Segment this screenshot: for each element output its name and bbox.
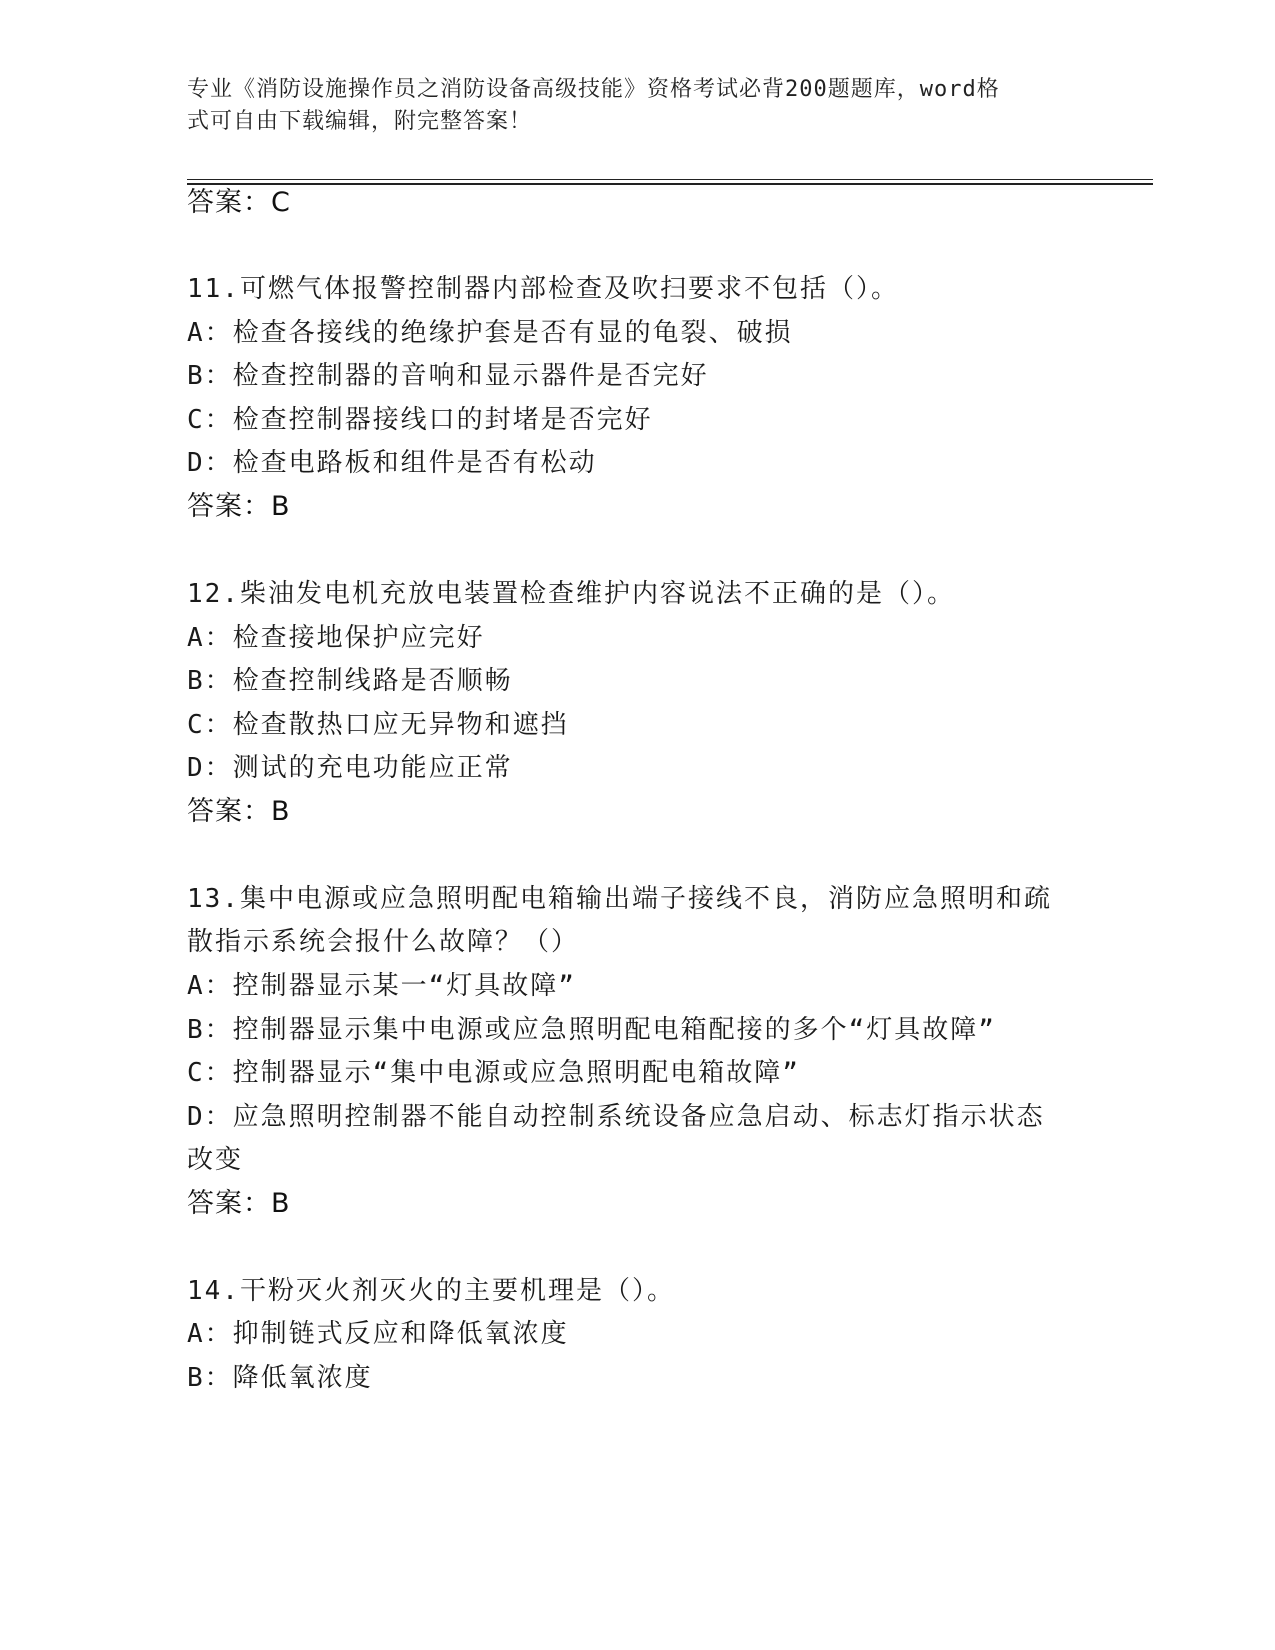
question-12-option-c: C：检查散热口应无异物和遮挡 [187,710,569,740]
question-13-option-c: C：控制器显示“集中电源或应急照明配电箱故障” [187,1058,800,1088]
header-line-2: 式可自由下载编辑，附完整答案！ [187,109,533,134]
question-13-line-2: 散指示系统会报什么故障？（） [187,927,580,957]
question-12-option-b: B：检查控制线路是否顺畅 [187,666,513,696]
document-header [187,74,1067,138]
question-13-option-a: A：控制器显示某一“灯具故障” [187,971,576,1001]
question-13-line-1: 13.集中电源或应急照明配电箱输出端子接线不良，消防应急照明和疏 [187,884,1052,914]
question-14-option-b: B：降低氧浓度 [187,1363,373,1393]
question-12-option-d: D：测试的充电功能应正常 [187,753,513,783]
question-11-option-a: A：检查各接线的绝缘护套是否有显的龟裂、破损 [187,318,793,348]
header-divider-thick [187,183,1153,185]
question-11-option-b: B：检查控制器的音响和显示器件是否完好 [187,361,709,391]
question-12-option-a: A：检查接地保护应完好 [187,623,485,653]
question-12-answer: 答案：B [187,796,291,827]
question-14: 14.干粉灭火剂灭火的主要机理是（）。 [187,1276,675,1306]
question-13-answer: 答案：B [187,1188,291,1219]
question-14-option-a: A：抑制链式反应和降低氧浓度 [187,1319,569,1349]
question-13-option-d-line-2: 改变 [187,1145,244,1175]
header-line-1: 专业《消防设施操作员之消防设备高级技能》资格考试必背200题题库，word格 [187,77,1000,102]
question-13-option-b: B：控制器显示集中电源或应急照明配电箱配接的多个“灯具故障” [187,1015,996,1045]
question-11-answer: 答案：B [187,491,291,522]
question-11-option-d: D：检查电路板和组件是否有松动 [187,448,597,478]
question-11: 11.可燃气体报警控制器内部检查及吹扫要求不包括（）。 [187,274,899,304]
question-12: 12.柴油发电机充放电装置检查维护内容说法不正确的是（）。 [187,579,955,609]
question-13-option-d-line-1: D：应急照明控制器不能自动控制系统设备应急启动、标志灯指示状态 [187,1102,1045,1132]
question-11-option-c: C：检查控制器接线口的封堵是否完好 [187,405,653,435]
answer-previous: 答案：C [187,187,291,218]
header-divider-thin [187,179,1153,180]
